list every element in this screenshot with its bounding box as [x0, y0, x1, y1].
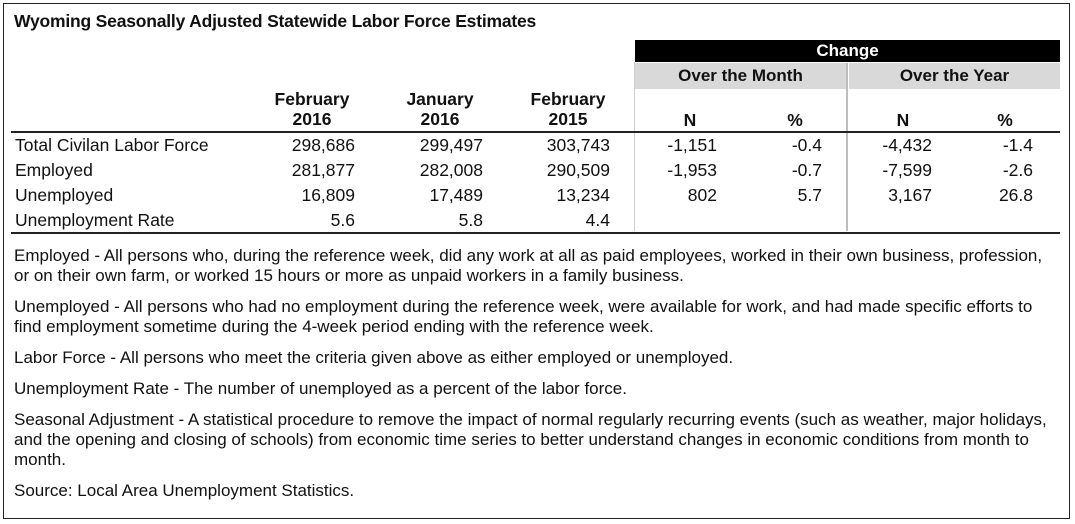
cell-month-n: 802	[687, 185, 717, 205]
row-label: Employed	[15, 160, 93, 180]
cell-month-pct: -0.7	[791, 160, 822, 180]
col-header-month-pct: %	[787, 110, 803, 130]
cell-month-pct: -0.4	[791, 135, 822, 155]
table-title: Wyoming Seasonally Adjusted Statewide Labor Force Estimates	[14, 11, 537, 31]
col-header-month-n: N	[683, 110, 697, 130]
col-header-jan-2016-month: January	[406, 89, 474, 109]
cell-year-pct: -1.4	[1002, 135, 1033, 155]
cell-feb-2016: 298,686	[291, 135, 355, 155]
table-row	[0, 133, 1075, 158]
cell-month-pct: 5.7	[797, 185, 822, 205]
cell-year-n: -4,432	[882, 135, 932, 155]
col-header-feb-2016-year: 2016	[292, 109, 332, 129]
cell-feb-2015: 290,509	[546, 160, 610, 180]
col-header-feb-2015-year: 2015	[548, 109, 588, 129]
table-bottom-rule	[11, 232, 1060, 234]
note-unemployment-rate: Unemployment Rate - The number of unemployed as a percent of the labor force.	[14, 379, 627, 398]
note-unemployed: Unemployed - All persons who had no employment during the reference week, were available for work, and had made specific efforts to find employment sometime during the 4-week period ending with the reference week.	[14, 297, 1033, 336]
cell-year-n: -7,599	[882, 160, 932, 180]
cell-year-n: 3,167	[888, 185, 932, 205]
row-label: Total Civilan Labor Force	[15, 135, 209, 155]
col-header-feb-2015-month: February	[530, 89, 606, 109]
table-row	[0, 183, 1075, 208]
cell-feb-2016: 5.6	[330, 210, 355, 230]
cell-feb-2015: 13,234	[556, 185, 610, 205]
col-header-year-pct: %	[997, 110, 1013, 130]
col-header-feb-2016	[262, 89, 362, 129]
table-row	[0, 208, 1075, 233]
cell-year-pct: 26.8	[998, 185, 1033, 205]
cell-jan-2016: 17,489	[429, 185, 483, 205]
col-header-jan-2016-year: 2016	[420, 109, 460, 129]
cell-feb-2016: 281,877	[291, 160, 355, 180]
change-header: Change	[635, 40, 1060, 62]
col-header-feb-2016-month: February	[274, 89, 350, 109]
col-header-jan-2016	[390, 89, 490, 129]
row-label: Unemployed	[15, 185, 114, 205]
table-row	[0, 158, 1075, 183]
note-source: Source: Local Area Unemployment Statistics.	[14, 481, 355, 500]
cell-year-pct: -2.6	[1002, 160, 1033, 180]
note-employed: Employed - All persons who, during the reference week, did any work at all as paid employees, worked in their own business, profession, or on their own farm, or worked 15 hours or more as unpaid workers in a family business.	[14, 246, 1043, 285]
cell-feb-2016: 16,809	[301, 185, 355, 205]
note-seasonal-adjustment: Seasonal Adjustment - A statistical procedure to remove the impact of normal regularly recurring events (such as weather, major holidays, and the opening and closing of schools) from economic time series to better understand changes in economic conditions from month to month.	[14, 410, 1047, 469]
cell-month-n: -1,953	[667, 160, 717, 180]
cell-feb-2015: 4.4	[585, 210, 610, 230]
cell-jan-2016: 299,497	[419, 135, 483, 155]
note-labor-force: Labor Force - All persons who meet the criteria given above as either employed or unemployed.	[14, 348, 734, 367]
cell-month-n: -1,151	[667, 135, 717, 155]
cell-feb-2015: 303,743	[546, 135, 610, 155]
col-header-year-n: N	[896, 110, 910, 130]
over-the-month-header: Over the Month	[635, 63, 846, 89]
cell-jan-2016: 5.8	[458, 210, 483, 230]
row-label: Unemployment Rate	[15, 210, 175, 230]
over-the-year-header: Over the Year	[849, 63, 1060, 89]
col-header-feb-2015	[518, 89, 618, 129]
definitions-notes	[14, 246, 1059, 512]
cell-jan-2016: 282,008	[419, 160, 483, 180]
